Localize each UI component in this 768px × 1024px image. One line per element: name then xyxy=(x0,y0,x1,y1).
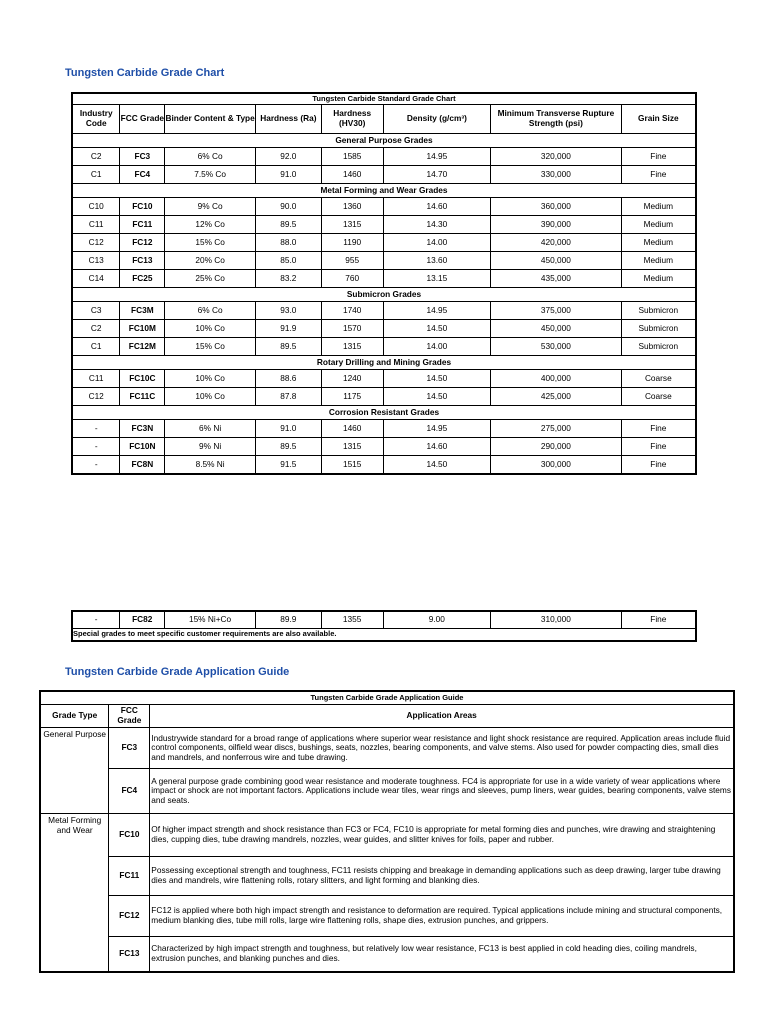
binder-cell: 8.5% Ni xyxy=(165,456,256,475)
hardness-hv-cell: 1240 xyxy=(321,370,383,388)
density-cell: 14.50 xyxy=(383,456,491,475)
hardness-hv-header: Hardness (HV30) xyxy=(321,105,383,134)
hardness-ra-cell: 91.0 xyxy=(255,166,321,184)
grain-size-cell: Fine xyxy=(621,456,696,475)
fcc-grade-cell: FC10N xyxy=(120,438,165,456)
binder-cell: 12% Co xyxy=(165,216,256,234)
hardness-ra-cell: 89.9 xyxy=(255,611,321,629)
table-row xyxy=(40,896,734,937)
fcc-grade-cell: FC25 xyxy=(120,270,165,288)
binder-cell: 10% Co xyxy=(165,388,256,406)
density-cell: 14.60 xyxy=(383,438,491,456)
hardness-ra-cell: 85.0 xyxy=(255,252,321,270)
hardness-ra-cell: 89.5 xyxy=(255,216,321,234)
rupture-strength-cell: 400,000 xyxy=(491,370,621,388)
rupture-strength-cell: 425,000 xyxy=(491,388,621,406)
binder-cell: 15% Ni+Co xyxy=(165,611,256,629)
rupture-strength-header: Minimum Transverse Rupture Strength (psi) xyxy=(491,105,621,134)
binder-header: Binder Content & Type xyxy=(165,105,256,134)
application-areas-cell: A general purpose grade combining good wear resistance and moderate toughness. FC4 is appropriate for use in a wide variety of wear applications where impact or shock are not important factors. Applications include wear tiles, wear rings and sleeves, pump liners, wear guides, bearing components, valve stems and seats. xyxy=(150,769,734,814)
application-areas-cell: Of higher impact strength and shock resistance than FC3 or FC4, FC10 is appropriate for metal forming dies and punches, wire drawing and straightening dies, cupping dies, tube drawing mandrels, nozzles, wear guides, and slitter knives for foils, paper and rubber. xyxy=(150,814,734,857)
rupture-strength-cell: 390,000 xyxy=(491,216,621,234)
industry-code-cell: C10 xyxy=(72,198,120,216)
table-row xyxy=(40,857,734,896)
hardness-hv-cell: 1315 xyxy=(321,216,383,234)
chart-title: Tungsten Carbide Grade Chart xyxy=(65,67,225,79)
grain-size-cell: Submicron xyxy=(621,320,696,338)
density-cell: 14.70 xyxy=(383,166,491,184)
table-row xyxy=(40,769,734,814)
rupture-strength-cell: 420,000 xyxy=(491,234,621,252)
fcc-grade-header: FCC Grade xyxy=(120,105,165,134)
hardness-hv-cell: 1175 xyxy=(321,388,383,406)
header-row xyxy=(40,705,734,728)
fcc-grade-cell: FC13 xyxy=(120,252,165,270)
table-row xyxy=(72,420,696,438)
guide-title: Tungsten Carbide Grade Application Guide xyxy=(65,666,290,678)
table-row xyxy=(72,370,696,388)
grain-size-cell: Fine xyxy=(621,148,696,166)
rupture-strength-cell: 290,000 xyxy=(491,438,621,456)
grade-type-header: Grade Type xyxy=(40,705,109,728)
grain-size-cell: Coarse xyxy=(621,388,696,406)
fcc-grade-cell: FC3M xyxy=(120,302,165,320)
hardness-hv-cell: 1515 xyxy=(321,456,383,475)
hardness-hv-cell: 1355 xyxy=(321,611,383,629)
table-caption: Tungsten Carbide Standard Grade Chart xyxy=(72,93,696,105)
industry-code-header: Industry Code xyxy=(72,105,120,134)
fcc-grade-cell: FC4 xyxy=(120,166,165,184)
special-grades-note: Special grades to meet specific customer requirements are also available. xyxy=(72,629,696,642)
binder-cell: 9% Ni xyxy=(165,438,256,456)
binder-cell: 9% Co xyxy=(165,198,256,216)
fcc-grade-cell: FC3 xyxy=(120,148,165,166)
rupture-strength-cell: 300,000 xyxy=(491,456,621,475)
rupture-strength-cell: 310,000 xyxy=(491,611,622,629)
binder-cell: 6% Co xyxy=(165,302,256,320)
binder-cell: 15% Co xyxy=(165,338,256,356)
rupture-strength-cell: 530,000 xyxy=(491,338,621,356)
header-row xyxy=(72,105,696,134)
hardness-hv-cell: 1585 xyxy=(321,148,383,166)
fcc-grade-cell: FC3 xyxy=(109,728,150,769)
fcc-grade-header: FCC Grade xyxy=(109,705,150,728)
table-row xyxy=(72,611,696,629)
density-cell: 14.50 xyxy=(383,388,491,406)
fcc-grade-cell: FC8N xyxy=(120,456,165,475)
table-row xyxy=(72,302,696,320)
fcc-grade-cell: FC4 xyxy=(109,769,150,814)
rupture-strength-cell: 435,000 xyxy=(491,270,621,288)
table-row xyxy=(72,252,696,270)
hardness-hv-cell: 1740 xyxy=(321,302,383,320)
hardness-hv-cell: 1570 xyxy=(321,320,383,338)
hardness-hv-cell: 760 xyxy=(321,270,383,288)
binder-cell: 10% Co xyxy=(165,320,256,338)
group-header: Corrosion Resistant Grades xyxy=(72,406,696,420)
hardness-ra-cell: 91.5 xyxy=(255,456,321,475)
table-row xyxy=(72,198,696,216)
industry-code-cell: C1 xyxy=(72,166,120,184)
hardness-ra-cell: 88.6 xyxy=(255,370,321,388)
binder-cell: 6% Co xyxy=(165,148,256,166)
table-row xyxy=(72,216,696,234)
application-areas-cell: Characterized by high impact strength and toughness, but relatively low wear resistance, FC13 is best applied in cold heading dies, coiling mandrels, extrusion punches, and blanking punches and dies. xyxy=(150,937,734,972)
hardness-hv-cell: 1360 xyxy=(321,198,383,216)
industry-code-cell: C12 xyxy=(72,234,120,252)
fcc-grade-cell: FC10C xyxy=(120,370,165,388)
industry-code-cell: C11 xyxy=(72,216,120,234)
table-row xyxy=(72,270,696,288)
grain-size-cell: Submicron xyxy=(621,338,696,356)
industry-code-cell: C14 xyxy=(72,270,120,288)
application-areas-cell: Possessing exceptional strength and toughness, FC11 resists chipping and breakage in demanding applications such as deep drawing, larger tube drawing dies and mandrels, wire flattening rolls, rotary slitters, and light forming and blanking dies. xyxy=(150,857,734,896)
fcc-grade-cell: FC12 xyxy=(109,896,150,937)
binder-cell: 25% Co xyxy=(165,270,256,288)
table-caption: Tungsten Carbide Grade Application Guide xyxy=(40,691,734,705)
density-cell: 14.00 xyxy=(383,234,491,252)
industry-code-cell: C2 xyxy=(72,320,120,338)
density-cell: 14.50 xyxy=(383,320,491,338)
hardness-ra-header: Hardness (Ra) xyxy=(255,105,321,134)
hardness-ra-cell: 89.5 xyxy=(255,338,321,356)
table-row xyxy=(72,148,696,166)
density-cell: 13.60 xyxy=(383,252,491,270)
industry-code-cell: - xyxy=(72,438,120,456)
hardness-ra-cell: 83.2 xyxy=(255,270,321,288)
fcc-grade-cell: FC3N xyxy=(120,420,165,438)
grain-size-cell: Medium xyxy=(621,198,696,216)
group-header: Rotary Drilling and Mining Grades xyxy=(72,356,696,370)
industry-code-cell: C2 xyxy=(72,148,120,166)
rupture-strength-cell: 450,000 xyxy=(491,320,621,338)
fcc-grade-cell: FC10 xyxy=(109,814,150,857)
table-row xyxy=(72,388,696,406)
hardness-ra-cell: 92.0 xyxy=(255,148,321,166)
industry-code-cell: C13 xyxy=(72,252,120,270)
table-row xyxy=(40,937,734,972)
grain-size-cell: Fine xyxy=(621,438,696,456)
grain-size-cell: Coarse xyxy=(621,370,696,388)
fcc-grade-cell: FC11C xyxy=(120,388,165,406)
binder-cell: 6% Ni xyxy=(165,420,256,438)
rupture-strength-cell: 360,000 xyxy=(491,198,621,216)
grain-size-cell: Fine xyxy=(621,420,696,438)
hardness-hv-cell: 1315 xyxy=(321,438,383,456)
density-cell: 14.50 xyxy=(383,370,491,388)
grain-size-cell: Medium xyxy=(621,252,696,270)
industry-code-cell: C12 xyxy=(72,388,120,406)
grain-size-cell: Fine xyxy=(621,166,696,184)
density-cell: 14.30 xyxy=(383,216,491,234)
density-header: Density (g/cm³) xyxy=(383,105,491,134)
binder-cell: 20% Co xyxy=(165,252,256,270)
industry-code-cell: C1 xyxy=(72,338,120,356)
application-areas-cell: Industrywide standard for a broad range of applications where superior wear resistance and light shock resistance are required. Application areas include fluid control components, oilfield wear discs, bushings, seats, nozzles, bearing components, and valve stems. Also used for powder compacting dies, small dies and mandrels, and nonferrous wire and tube drawing. xyxy=(150,728,734,769)
fcc-grade-cell: FC12 xyxy=(120,234,165,252)
table-row xyxy=(72,338,696,356)
density-cell: 14.95 xyxy=(383,420,491,438)
binder-cell: 15% Co xyxy=(165,234,256,252)
fcc-grade-cell: FC11 xyxy=(109,857,150,896)
hardness-ra-cell: 93.0 xyxy=(255,302,321,320)
grade-type-cell: Metal Forming and Wear xyxy=(40,814,109,972)
industry-code-cell: C11 xyxy=(72,370,120,388)
grain-size-cell: Medium xyxy=(621,216,696,234)
hardness-hv-cell: 1315 xyxy=(321,338,383,356)
rupture-strength-cell: 275,000 xyxy=(491,420,621,438)
grain-size-cell: Submicron xyxy=(621,302,696,320)
hardness-ra-cell: 87.8 xyxy=(255,388,321,406)
group-header: Metal Forming and Wear Grades xyxy=(72,184,696,198)
group-header: Submicron Grades xyxy=(72,288,696,302)
density-cell: 13.15 xyxy=(383,270,491,288)
density-cell: 14.95 xyxy=(383,302,491,320)
density-cell: 9.00 xyxy=(383,611,491,629)
hardness-hv-cell: 1190 xyxy=(321,234,383,252)
industry-code-cell: C3 xyxy=(72,302,120,320)
binder-cell: 10% Co xyxy=(165,370,256,388)
hardness-hv-cell: 1460 xyxy=(321,166,383,184)
density-cell: 14.60 xyxy=(383,198,491,216)
fcc-grade-cell: FC13 xyxy=(109,937,150,972)
grain-size-header: Grain Size xyxy=(621,105,696,134)
industry-code-cell: - xyxy=(72,611,120,629)
hardness-ra-cell: 88.0 xyxy=(255,234,321,252)
table-row xyxy=(40,728,734,769)
binder-cell: 7.5% Co xyxy=(165,166,256,184)
application-guide-table xyxy=(39,690,735,973)
grade-chart-table xyxy=(71,92,697,475)
grain-size-cell: Fine xyxy=(621,611,696,629)
table-row xyxy=(72,438,696,456)
fcc-grade-cell: FC12M xyxy=(120,338,165,356)
hardness-ra-cell: 91.0 xyxy=(255,420,321,438)
density-cell: 14.95 xyxy=(383,148,491,166)
fcc-grade-cell: FC10M xyxy=(120,320,165,338)
hardness-hv-cell: 1460 xyxy=(321,420,383,438)
fcc-grade-cell: FC11 xyxy=(120,216,165,234)
rupture-strength-cell: 320,000 xyxy=(491,148,621,166)
grain-size-cell: Medium xyxy=(621,270,696,288)
extra-grade-table xyxy=(71,610,697,642)
industry-code-cell: - xyxy=(72,420,120,438)
rupture-strength-cell: 450,000 xyxy=(491,252,621,270)
hardness-hv-cell: 955 xyxy=(321,252,383,270)
rupture-strength-cell: 375,000 xyxy=(491,302,621,320)
table-row xyxy=(72,320,696,338)
density-cell: 14.00 xyxy=(383,338,491,356)
table-row xyxy=(72,456,696,475)
hardness-ra-cell: 89.5 xyxy=(255,438,321,456)
rupture-strength-cell: 330,000 xyxy=(491,166,621,184)
fcc-grade-cell: FC82 xyxy=(120,611,165,629)
hardness-ra-cell: 90.0 xyxy=(255,198,321,216)
grain-size-cell: Medium xyxy=(621,234,696,252)
application-areas-header: Application Areas xyxy=(150,705,734,728)
table-row xyxy=(72,166,696,184)
hardness-ra-cell: 91.9 xyxy=(255,320,321,338)
group-header: General Purpose Grades xyxy=(72,134,696,148)
fcc-grade-cell: FC10 xyxy=(120,198,165,216)
grade-type-cell: General Purpose xyxy=(40,728,109,814)
industry-code-cell: - xyxy=(72,456,120,475)
table-row xyxy=(72,234,696,252)
application-areas-cell: FC12 is applied where both high impact strength and resistance to deformation are required. Typical applications include mining and structural components, medium blanking dies, tube mill rolls, large wire flattening rolls, shape dies, extrusion punches, and grippers. xyxy=(150,896,734,937)
table-row xyxy=(40,814,734,857)
